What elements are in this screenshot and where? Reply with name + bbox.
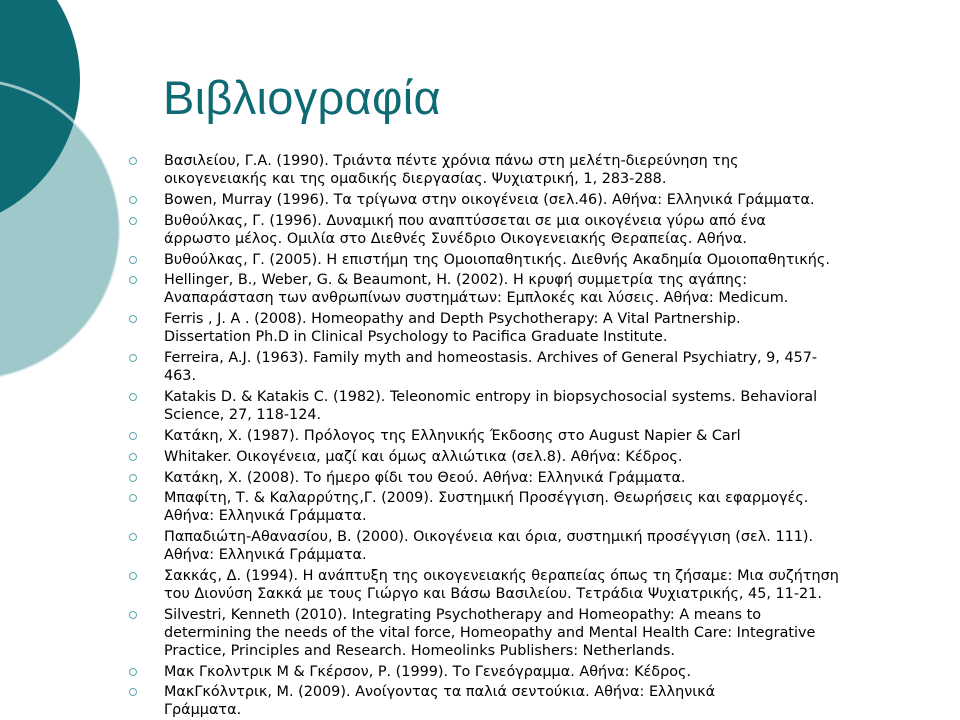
reference-line: Βυθούλκας, Γ. (1996). Δυναμική που αναπτύσσεται σε μια οικογένεια γύρω από ένα bbox=[164, 212, 766, 229]
reference-item bbox=[125, 529, 955, 565]
bullet-circle-icon bbox=[129, 157, 137, 165]
bullet-circle-icon bbox=[129, 668, 137, 676]
reference-line: Σακκάς, Δ. (1994). Η ανάπτυξη της οικογενειακής θεραπείας όπως τη ζήσαμε: Μια συζήτηση bbox=[164, 568, 839, 585]
bullet-circle-icon bbox=[129, 432, 137, 440]
reference-list bbox=[125, 153, 955, 720]
reference-item bbox=[125, 490, 955, 526]
reference-item bbox=[125, 389, 955, 425]
reference-line: ΜακΓκόλντρικ, Μ. (2009). Ανοίγοντας τα παλιά σεντούκια. Αθήνα: Ελληνικά bbox=[164, 684, 716, 701]
bullet-circle-icon bbox=[129, 393, 137, 401]
reference-item bbox=[125, 272, 955, 308]
reference-line: οικογενειακής και της ομαδικής διεργασίας. Ψυχιατρική, 1, 283-288. bbox=[164, 170, 667, 187]
bullet-circle-icon bbox=[129, 354, 137, 362]
reference-item bbox=[125, 607, 955, 661]
reference-line: Μπαφίτη, Τ. & Καλαρρύτης,Γ. (2009). Συστημική Προσέγγιση. Θεωρήσεις και εφαρμογές. bbox=[164, 490, 809, 507]
bullet-circle-icon bbox=[129, 688, 137, 696]
reference-line: του Διονύση Σακκά με τους Γιώργο και Βάσω Βασιλείου. Τετράδια Ψυχιατρικής, 45, 11-21. bbox=[164, 585, 822, 602]
reference-item bbox=[125, 449, 955, 467]
reference-line: Ferris , J. A . (2008). Homeopathy and Depth Psychotherapy: A Vital Partnership. bbox=[164, 311, 741, 328]
reference-line: Bowen, Murray (1996). Τα τρίγωνα στην οικογένεια (σελ.46). Αθήνα: Ελληνικά Γράμματα. bbox=[164, 191, 815, 208]
reference-line: άρρωστο μέλος. Ομιλία στο Διεθνές Συνέδριο Οικογενειακής Θεραπείας. Αθήνα. bbox=[164, 230, 747, 247]
reference-line: Ferreira, A.J. (1963). Family myth and homeostasis. Archives of General Psychiatry, 9, 457- bbox=[164, 350, 818, 367]
reference-line: Whitaker. Οικογένεια, μαζί και όμως αλλιώτικα (σελ.8). Αθήνα: Κέδρος. bbox=[164, 448, 683, 465]
reference-line: Βασιλείου, Γ.Α. (1990). Τριάντα πέντε χρόνια πάνω στη μελέτη-διερεύνηση της bbox=[164, 153, 739, 169]
reference-item bbox=[125, 470, 955, 488]
reference-item bbox=[125, 192, 955, 210]
reference-line: Κατάκη, Χ. (1987). Πρόλογος της Ελληνικής Έκδοσης στο August Napier & Carl bbox=[164, 427, 741, 444]
reference-line: Αθήνα: Ελληνικά Γράμματα. bbox=[164, 508, 367, 525]
bullet-circle-icon bbox=[129, 474, 137, 482]
reference-line: Γράμματα. bbox=[164, 702, 242, 719]
reference-line: Αθήνα: Ελληνικά Γράμματα. bbox=[164, 547, 367, 564]
reference-item bbox=[125, 311, 955, 347]
reference-line: Dissertation Ph.D in Clinical Psychology to Pacifica Graduate Institute. bbox=[164, 329, 668, 346]
reference-line: Μακ Γκολντρικ Μ & Γκέρσον, Ρ. (1999). Το Γενεόγραμμα. Αθήνα: Κέδρος. bbox=[164, 663, 692, 680]
reference-item bbox=[125, 568, 955, 604]
bullet-circle-icon bbox=[129, 533, 137, 541]
reference-item bbox=[125, 684, 955, 720]
reference-item bbox=[125, 350, 955, 386]
reference-line: determining the needs of the vital force, Homeopathy and Mental Health Care: Integrative bbox=[164, 624, 816, 641]
reference-item bbox=[125, 252, 955, 270]
reference-line: Κατάκη, Χ. (2008). Το ήμερο φίδι του Θεού. Αθήνα: Ελληνικά Γράμματα. bbox=[164, 469, 686, 486]
bullet-circle-icon bbox=[129, 453, 137, 461]
bullet-circle-icon bbox=[129, 572, 137, 580]
reference-item bbox=[125, 428, 955, 446]
reference-line: Katakis D. & Katakis C. (1982). Teleonomic entropy in biopsychosocial systems. Behavioral bbox=[164, 388, 818, 405]
reference-line: Practice, Principles and Research. Homeolinks Publishers: Netherlands. bbox=[164, 642, 675, 659]
reference-item bbox=[125, 213, 955, 249]
bullet-circle-icon bbox=[129, 315, 137, 323]
reference-line: Hellinger, B., Weber, G. & Beaumont, H. (2002). Η κρυφή συμμετρία της αγάπης: bbox=[164, 272, 748, 289]
reference-item bbox=[125, 153, 955, 189]
reference-line: Αναπαράσταση των ανθρωπίνων συστημάτων: Εμπλοκές και λύσεις. Αθήνα: Medicum. bbox=[164, 290, 789, 307]
reference-line: 463. bbox=[164, 367, 197, 384]
reference-item bbox=[125, 664, 955, 682]
bullet-circle-icon bbox=[129, 217, 137, 225]
bullet-circle-icon bbox=[129, 494, 137, 502]
bullet-circle-icon bbox=[129, 276, 137, 284]
reference-line: Βυθούλκας, Γ. (2005). Η επιστήμη της Ομοιοπαθητικής. Διεθνής Ακαδημία Ομοιοπαθητικής. bbox=[164, 251, 830, 268]
reference-line: Παπαδιώτη-Αθανασίου, Β. (2000). Οικογένεια και όρια, συστημική προσέγγιση (σελ. 111). bbox=[164, 529, 814, 546]
reference-line: Science, 27, 118-124. bbox=[164, 406, 322, 423]
bullet-circle-icon bbox=[129, 611, 137, 619]
page-title: Βιβλιογραφία bbox=[163, 71, 442, 124]
reference-line: Silvestri, Kenneth (2010). Integrating Psychotherapy and Homeopathy: A means to bbox=[164, 606, 762, 623]
bullet-circle-icon bbox=[129, 196, 137, 204]
bullet-circle-icon bbox=[129, 256, 137, 264]
